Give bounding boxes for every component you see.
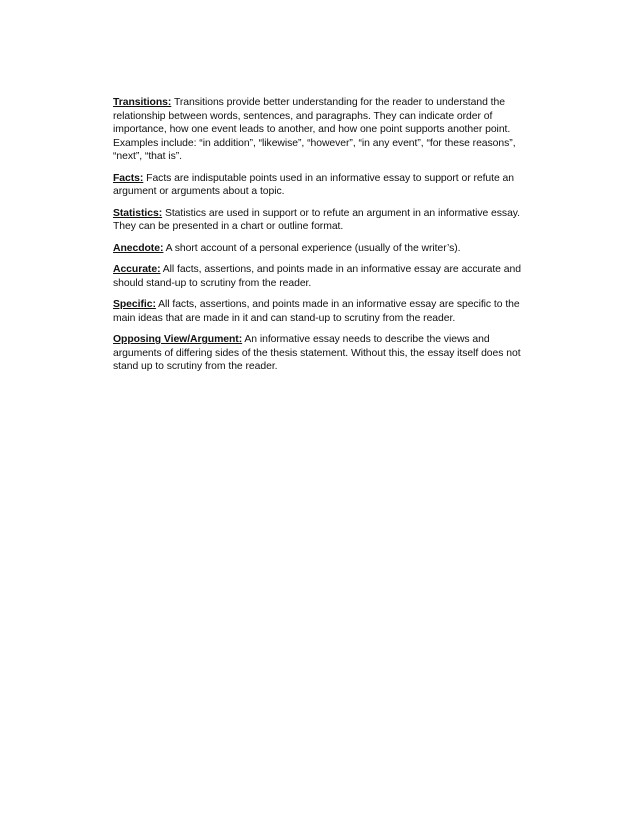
definition-accurate: All facts, assertions, and points made in an informative essay are accurate and should stand-up to scrutiny from the reader. [113, 264, 521, 289]
term-transitions: Transitions: [113, 97, 172, 108]
entry-facts [113, 172, 533, 199]
definition-specific: All facts, assertions, and points made in an informative essay are specific to the main ideas that are made in it and can stand-up to scrutiny from the reader. [113, 299, 520, 324]
term-facts: Facts: [113, 172, 144, 184]
definition-transitions: Transitions provide better understanding for the reader to understand the relationship between words, sentences, and paragraphs. They can indicate order of importance, how one event leads to another, and how one point supports another point. Examples include: “in addition”, “likewise”, “however”, “in any event”, “for these reasons”, “next”, “that is”. [113, 97, 516, 162]
definition-facts: Facts are indisputable points used in an informative essay to support or refute an argument or arguments about a topic. [113, 172, 515, 197]
definition-opposing-view: An informative essay needs to describe the views and arguments of differing sides of the thesis statement. Without this, the essay itself does not stand up to scrutiny from the reader. [113, 334, 521, 372]
term-anecdote: Anecdote: [113, 242, 164, 254]
term-statistics: Statistics: [113, 207, 163, 219]
definition-statistics: Statistics are used in support or to refute an argument in an informative essay. They can be presented in a chart or outline format. [113, 207, 521, 232]
document-page [113, 96, 533, 382]
entry-transitions [113, 96, 533, 164]
entry-anecdote [113, 242, 533, 256]
entry-statistics [113, 207, 533, 234]
term-opposing-view: Opposing View/Argument: [113, 334, 243, 345]
definition-anecdote: A short account of a personal experience (usually of the writer’s). [163, 242, 461, 254]
entry-opposing-view [113, 333, 533, 374]
entry-specific [113, 298, 533, 325]
entry-accurate [113, 263, 533, 290]
term-specific: Specific: [113, 299, 156, 310]
term-accurate: Accurate: [113, 264, 161, 275]
